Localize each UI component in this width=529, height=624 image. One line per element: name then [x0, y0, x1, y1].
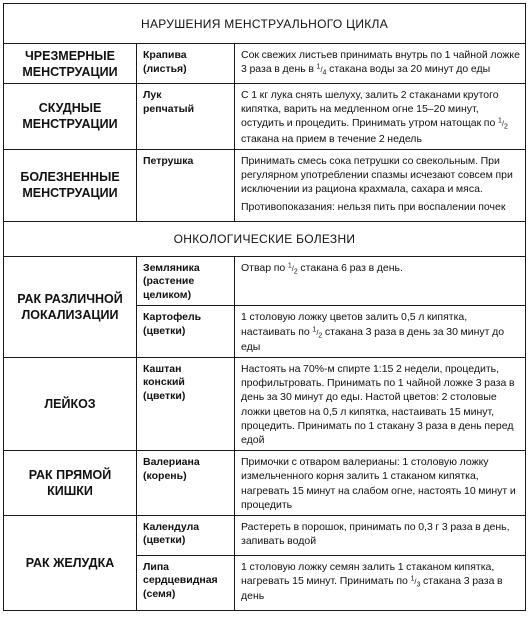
- table-row: [4, 451, 526, 516]
- plant-name-line: Земляника (растение целиком): [143, 261, 200, 301]
- plant-name-line: Валериана: [143, 456, 200, 469]
- recipe-text: [235, 84, 526, 150]
- recipe-paragraph: 1 столовую ложку семян залить 1 стаканом кипятка, нагревать 15 минут. Принимать по $^1/_3$ стакана 3 раза в день: [241, 560, 503, 603]
- plant-name-line: Крапива: [143, 49, 187, 61]
- section-header-row: [4, 4, 526, 44]
- plant-name-line: Лук: [143, 89, 162, 101]
- recipe-text: [235, 149, 526, 221]
- table-row: [4, 44, 526, 84]
- plant-name-line: (листья): [143, 62, 187, 75]
- table-row: [4, 515, 526, 555]
- disease-name: БОЛЕЗНЕННЫЕ МЕНСТРУАЦИИ: [4, 149, 137, 221]
- recipe-text: [235, 44, 526, 84]
- plant-name-line: (семя): [143, 587, 176, 600]
- recipe-text: [235, 555, 526, 610]
- plant-name-line: Каштан: [143, 362, 182, 375]
- remedies-table: [3, 3, 526, 611]
- plant-name: [137, 306, 235, 358]
- plant-name: [137, 555, 235, 610]
- section-title: ОНКОЛОГИЧЕСКИЕ БОЛЕЗНИ: [4, 221, 526, 256]
- recipe-paragraph: Растереть в порошок, принимать по 0,3 г 3 раза в день, запивать водой: [241, 520, 510, 548]
- plant-name-line: (корень): [143, 469, 187, 482]
- recipe-paragraph: Принимать смесь сока петрушки со свекольным. При регулярном употреблении спазмы исчезают совсем при исключении из рациона крахмала, сахара и мяса.: [241, 154, 513, 196]
- recipe-text: [235, 306, 526, 358]
- plant-name-line: репчатый: [143, 102, 195, 115]
- recipe-text: [235, 451, 526, 516]
- plant-name-line: Картофель: [143, 311, 202, 324]
- plant-name-line: Календула: [143, 520, 200, 533]
- plant-name-line: (цветки): [143, 534, 186, 547]
- disease-name: ЧРЕЗМЕРНЫЕ МЕНСТРУАЦИИ: [4, 44, 137, 84]
- section-header-row: [4, 221, 526, 256]
- disease-name: СКУДНЫЕ МЕНСТРУАЦИИ: [4, 84, 137, 150]
- recipe-text: [235, 357, 526, 450]
- table-row: [4, 149, 526, 221]
- plant-name: [137, 256, 235, 306]
- plant-name: [137, 149, 235, 221]
- plant-name-line: (цветки): [143, 324, 186, 337]
- recipe-paragraph: Отвар по $^1/_2$ стакана 6 раз в день.: [241, 261, 403, 276]
- recipe-text: [235, 256, 526, 306]
- table-row: [4, 256, 526, 306]
- recipe-paragraph: 1 столовую ложку цветов залить 0,5 л кипятка, настаивать по $^1/_2$ стакана 3 раза в день за 30 минут до еды: [241, 311, 505, 353]
- plant-name: [137, 84, 235, 150]
- plant-name-line: конский: [143, 376, 185, 389]
- plant-name-line: Липа: [143, 560, 170, 573]
- table-body: [4, 4, 526, 611]
- disease-name: ЛЕЙКОЗ: [4, 357, 137, 450]
- recipe-paragraph: Настоять на 70%-м спирте 1:15 2 недели, процедить, профильтровать. Принимать по 1 чайной ложке 3 раза в день за 30 минут до еды. Настой цветов: 2 столовые ложки цветов на 0,5 л кипятка, настаивать 15 минут, процедить. Принимать по 1 стакану 3 раза в день перед едой: [241, 362, 515, 446]
- recipe-paragraph: Противопоказания: нельзя пить при воспалении почек: [241, 201, 506, 214]
- section-title: НАРУШЕНИЯ МЕНСТРУАЛЬНОГО ЦИКЛА: [4, 4, 526, 44]
- table-row: [4, 357, 526, 450]
- recipe-text: [235, 515, 526, 555]
- recipe-paragraph: С 1 кг лука снять шелуху, залить 2 стаканами крутого кипятка, варить на медленном огне 15–20 минут, остудить и процедить. Принимать утром натощак по $^1/_2$ стакана на прием в течение 2 недель: [241, 89, 508, 145]
- plant-name-line: Петрушка: [143, 154, 194, 167]
- plant-name-line: сердцевидная: [143, 574, 218, 587]
- plant-name: [137, 357, 235, 450]
- disease-name: РАК ПРЯМОЙ КИШКИ: [4, 451, 137, 516]
- table-row: [4, 84, 526, 150]
- plant-name: [137, 44, 235, 84]
- plant-name-line: (цветки): [143, 389, 186, 402]
- disease-name: РАК РАЗЛИЧНОЙ ЛОКАЛИЗАЦИИ: [4, 256, 137, 357]
- disease-name: РАК ЖЕЛУДКА: [4, 515, 137, 610]
- plant-name: [137, 515, 235, 555]
- plant-name: [137, 451, 235, 516]
- recipe-paragraph: Примочки с отваром валерианы: 1 столовую ложку измельченного корня залить 1 стаканом кипятка, нагревать 15 минут на слабом огне, настоять 10 минут и процедить: [241, 456, 516, 511]
- recipe-paragraph: Сок свежих листьев принимать внутрь по 1 чайной ложке 3 раза в день в $^1/_4$ стакана воды за 20 минут до еды: [241, 49, 520, 77]
